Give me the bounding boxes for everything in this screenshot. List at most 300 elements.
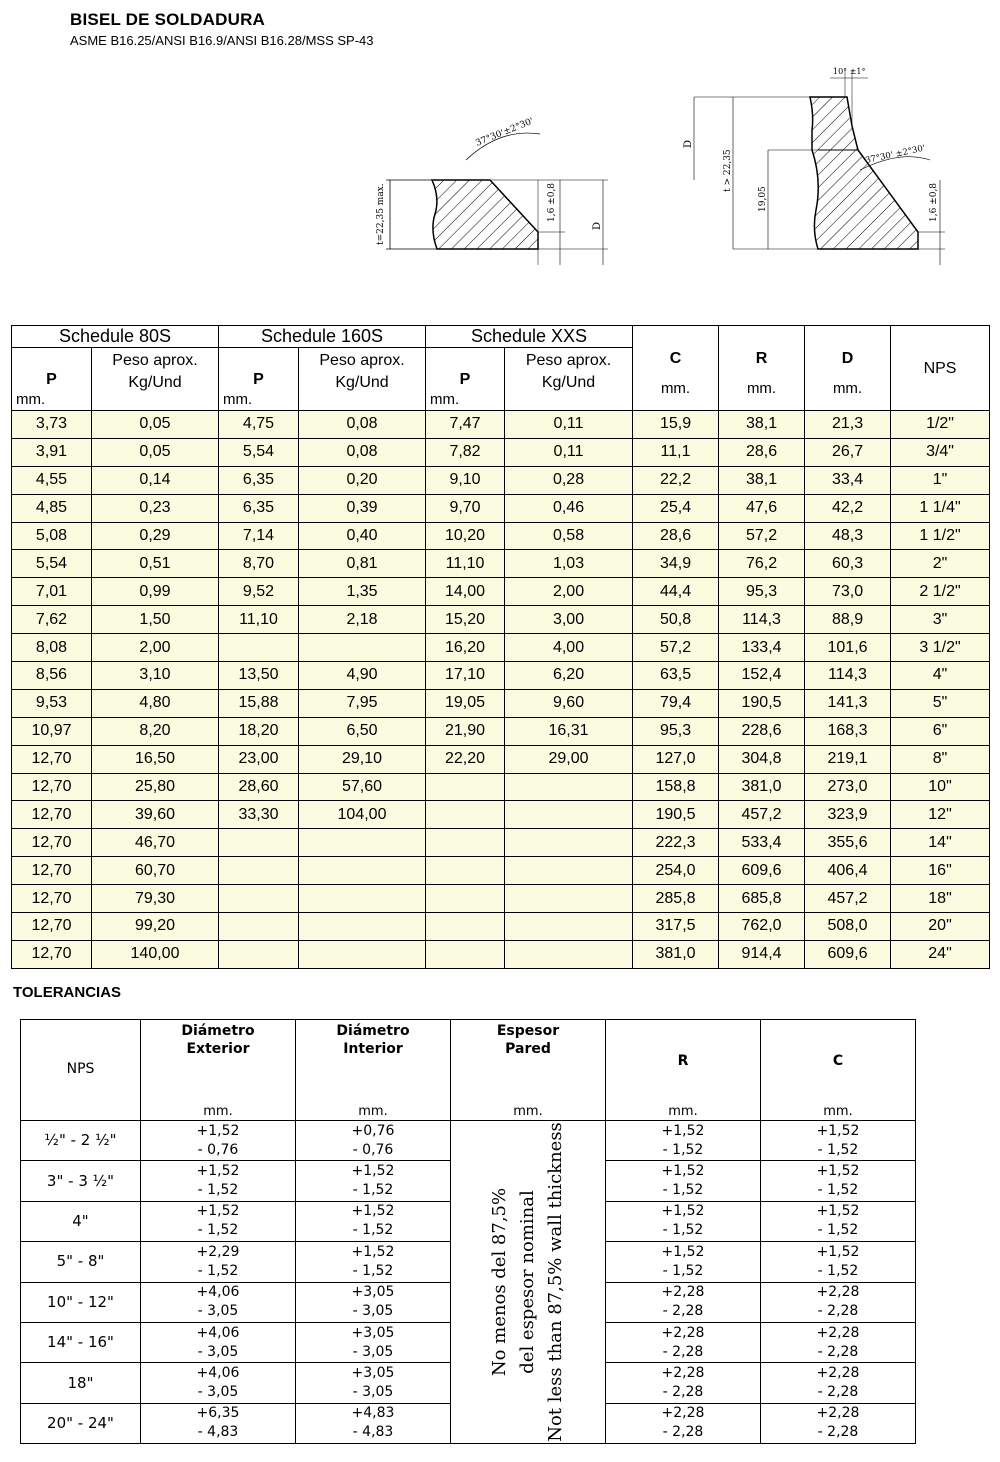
cell-c: 11,1 [633,438,719,466]
cell-p-xxs [426,913,505,941]
cell-c: 79,4 [633,689,719,717]
cell-p-160s: 5,54 [219,438,299,466]
minus-value: - 3,05 [352,1384,394,1401]
plus-value: +4,06 [196,1365,240,1382]
tolerances-table-body [21,1121,916,1444]
plus-value: +2,28 [816,1405,860,1422]
cell-nps: 24" [891,940,990,968]
minus-value: - 3,05 [197,1343,239,1360]
table-row [12,801,990,829]
group-schedule-xxs: Schedule XXS [426,326,633,348]
cell-peso-80s: 0,23 [92,494,219,522]
cell-peso-80s: 99,20 [92,913,219,941]
cell-p-xxs: 7,47 [426,411,505,439]
cell-c: 127,0 [633,745,719,773]
minus-value: - 1,52 [197,1182,239,1199]
cell-r: 381,0 [719,773,805,801]
cell-peso-xxs: 1,03 [505,550,633,578]
schedule-table-body [12,411,990,969]
cell-c: 190,5 [633,801,719,829]
tol-cell-od [141,1322,296,1362]
cell-peso-xxs: 3,00 [505,606,633,634]
cell-peso-80s: 16,50 [92,745,219,773]
tol-header-od: Diámetro Exterior mm. [141,1020,296,1121]
tol-cell-od [141,1121,296,1161]
tol-cell-od [141,1403,296,1443]
plus-value: +2,28 [661,1365,705,1382]
cell-p-xxs [426,801,505,829]
cell-p-80s: 4,85 [12,494,92,522]
cell-p-160s: 8,70 [219,550,299,578]
table-row [21,1121,916,1161]
cell-p-80s: 3,73 [12,411,92,439]
tol-cell-nps: 20" - 24" [21,1403,141,1443]
cell-p-80s: 12,70 [12,829,92,857]
minus-value: - 3,05 [197,1303,239,1320]
cell-peso-160s: 0,08 [299,438,426,466]
cell-p-160s [219,913,299,941]
cell-p-xxs: 11,10 [426,550,505,578]
tol-cell-c [761,1242,916,1282]
minus-value: - 1,52 [352,1262,394,1279]
cell-peso-160s: 0,08 [299,411,426,439]
header-nps: NPS [891,326,990,411]
cell-r: 457,2 [719,801,805,829]
cell-peso-xxs: 29,00 [505,745,633,773]
cell-peso-80s: 46,70 [92,829,219,857]
cell-peso-80s: 0,51 [92,550,219,578]
cell-p-xxs: 17,10 [426,662,505,690]
cell-p-80s: 5,08 [12,522,92,550]
cell-peso-xxs [505,885,633,913]
cell-nps: 16" [891,857,990,885]
cell-c: 57,2 [633,634,719,662]
table-row [12,662,990,690]
cell-p-xxs: 22,20 [426,745,505,773]
cell-peso-xxs [505,857,633,885]
cell-p-80s: 12,70 [12,885,92,913]
table-row [12,466,990,494]
minus-value: - 2,28 [817,1343,859,1360]
cell-r: 228,6 [719,717,805,745]
tol-cell-id [296,1121,451,1161]
cell-peso-160s [299,913,426,941]
cell-p-xxs [426,857,505,885]
cell-r: 609,6 [719,857,805,885]
group-schedule-160s: Schedule 160S [219,326,426,348]
minus-value: - 4,83 [352,1424,394,1441]
table-row [12,773,990,801]
cell-peso-xxs: 0,11 [505,438,633,466]
plus-value: +1,52 [196,1203,240,1220]
tol-cell-od [141,1363,296,1403]
cell-peso-160s: 104,00 [299,801,426,829]
cell-nps: 1" [891,466,990,494]
cell-p-160s: 33,30 [219,801,299,829]
cell-d: 88,9 [805,606,891,634]
plus-value: +0,76 [351,1122,395,1139]
table-row [12,634,990,662]
minus-value: - 4,83 [197,1424,239,1441]
cell-p-80s: 3,91 [12,438,92,466]
cell-r: 47,6 [719,494,805,522]
minus-value: - 1,52 [352,1222,394,1239]
header-p-160s: P mm. [219,348,299,411]
cell-p-80s: 8,08 [12,634,92,662]
cell-p-160s: 6,35 [219,466,299,494]
minus-value: - 1,52 [817,1182,859,1199]
group-schedule-80s: Schedule 80S [12,326,219,348]
cell-p-xxs: 15,20 [426,606,505,634]
tol-header-wall: Espesor Pared mm. [451,1020,606,1121]
plus-value: +2,28 [816,1324,860,1341]
left-land-label: 1,6 ±0,8 [547,182,557,222]
cell-peso-xxs [505,773,633,801]
cell-peso-160s: 1,35 [299,578,426,606]
tol-cell-od [141,1201,296,1241]
cell-c: 22,2 [633,466,719,494]
tol-cell-nps: ½" - 2 ½" [21,1121,141,1161]
tol-cell-id [296,1242,451,1282]
header-p-80s: P mm. [12,348,92,411]
cell-p-xxs: 10,20 [426,522,505,550]
cell-d: 355,6 [805,829,891,857]
wall-thickness-note [486,1122,570,1442]
minus-value: - 1,52 [352,1182,394,1199]
cell-r: 28,6 [719,438,805,466]
plus-value: +1,52 [196,1122,240,1139]
cell-d: 73,0 [805,578,891,606]
header-c: C mm. [633,326,719,411]
cell-r: 114,3 [719,606,805,634]
minus-value: - 2,28 [817,1384,859,1401]
cell-p-80s: 12,70 [12,940,92,968]
tol-cell-c [761,1282,916,1322]
cell-nps: 6" [891,717,990,745]
tol-cell-nps: 18" [21,1363,141,1403]
plus-value: +6,35 [196,1405,240,1422]
cell-d: 60,3 [805,550,891,578]
cell-p-80s: 12,70 [12,801,92,829]
cell-p-160s [219,829,299,857]
tol-cell-r [606,1363,761,1403]
cell-peso-160s: 0,20 [299,466,426,494]
cell-p-xxs [426,773,505,801]
cell-peso-80s: 8,20 [92,717,219,745]
cell-c: 28,6 [633,522,719,550]
cell-peso-xxs [505,940,633,968]
cell-peso-80s: 140,00 [92,940,219,968]
cell-peso-80s: 3,10 [92,662,219,690]
plus-value: +1,52 [351,1203,395,1220]
cell-peso-80s: 0,14 [92,466,219,494]
cell-d: 219,1 [805,745,891,773]
minus-value: - 1,52 [817,1141,859,1158]
plus-value: +2,28 [661,1405,705,1422]
cell-peso-160s [299,634,426,662]
header-r: R mm. [719,326,805,411]
page-subtitle: ASME B16.25/ANSI B16.9/ANSI B16.28/MSS SP-43 [70,33,374,48]
tol-cell-c [761,1121,916,1161]
plus-value: +2,28 [661,1284,705,1301]
cell-p-xxs: 14,00 [426,578,505,606]
cell-peso-160s: 2,18 [299,606,426,634]
tol-cell-r [606,1322,761,1362]
right-height-label: 19,05 [758,186,768,212]
cell-d: 609,6 [805,940,891,968]
cell-r: 762,0 [719,913,805,941]
cell-peso-80s: 0,05 [92,411,219,439]
cell-p-xxs: 16,20 [426,634,505,662]
tol-cell-nps: 10" - 12" [21,1282,141,1322]
cell-p-80s: 10,97 [12,717,92,745]
cell-c: 44,4 [633,578,719,606]
tol-cell-c [761,1201,916,1241]
cell-p-160s: 13,50 [219,662,299,690]
cell-peso-xxs: 0,28 [505,466,633,494]
cell-c: 222,3 [633,829,719,857]
left-thickness-label: t=22,35 max. [376,183,386,245]
cell-peso-160s: 7,95 [299,689,426,717]
cell-p-160s: 23,00 [219,745,299,773]
plus-value: +1,52 [661,1163,705,1180]
plus-value: +4,83 [351,1405,395,1422]
cell-nps: 20" [891,913,990,941]
cell-nps: 10" [891,773,990,801]
cell-d: 48,3 [805,522,891,550]
cell-peso-160s: 6,50 [299,717,426,745]
cell-peso-80s: 2,00 [92,634,219,662]
header-peso-80s: Peso aprox. Kg/Und [92,348,219,411]
tol-cell-r [606,1201,761,1241]
plus-value: +1,52 [816,1122,860,1139]
cell-c: 317,5 [633,913,719,941]
page-title: BISEL DE SOLDADURA [70,10,266,29]
right-top-angle-label: 10° ±1° [833,67,866,76]
cell-p-xxs [426,940,505,968]
cell-nps: 8" [891,745,990,773]
minus-value: - 1,52 [197,1262,239,1279]
header-peso-160s: Peso aprox. Kg/Und [299,348,426,411]
cell-peso-160s: 4,90 [299,662,426,690]
minus-value: - 2,28 [662,1424,704,1441]
plus-value: +1,52 [196,1163,240,1180]
minus-value: - 2,28 [662,1343,704,1360]
plus-value: +3,05 [351,1365,395,1382]
tol-cell-r [606,1242,761,1282]
cell-p-160s: 18,20 [219,717,299,745]
cell-p-xxs: 21,90 [426,717,505,745]
plus-value: +1,52 [816,1243,860,1260]
right-bevel-drawing [683,67,945,265]
cell-peso-xxs [505,913,633,941]
tol-cell-r [606,1403,761,1443]
plus-value: +4,06 [196,1284,240,1301]
cell-nps: 4" [891,662,990,690]
table-row [12,829,990,857]
cell-r: 190,5 [719,689,805,717]
cell-nps: 1 1/4" [891,494,990,522]
tol-cell-c [761,1322,916,1362]
cell-nps: 1/2" [891,411,990,439]
tol-cell-c [761,1161,916,1201]
table-row [12,857,990,885]
wall-note-line: No menos del 87,5% [489,1187,510,1377]
cell-p-80s: 7,62 [12,606,92,634]
minus-value: - 1,52 [662,1141,704,1158]
cell-p-160s: 6,35 [219,494,299,522]
cell-r: 38,1 [719,411,805,439]
cell-r: 57,2 [719,522,805,550]
tol-cell-r [606,1161,761,1201]
cell-p-xxs [426,885,505,913]
cell-p-80s: 12,70 [12,745,92,773]
cell-p-80s: 5,54 [12,550,92,578]
right-d-label: D [683,139,694,148]
cell-c: 381,0 [633,940,719,968]
tol-header-nps: NPS [21,1020,141,1121]
minus-value: - 1,52 [817,1262,859,1279]
cell-nps: 3 1/2" [891,634,990,662]
tol-cell-nps: 3" - 3 ½" [21,1161,141,1201]
left-angle-label: 37°30'±2°30' [474,116,536,149]
cell-c: 285,8 [633,885,719,913]
cell-nps: 14" [891,829,990,857]
cell-d: 168,3 [805,717,891,745]
cell-peso-80s: 1,50 [92,606,219,634]
cell-peso-xxs: 0,58 [505,522,633,550]
tol-header-c: C mm. [761,1020,916,1121]
cell-peso-160s [299,940,426,968]
cell-peso-xxs [505,829,633,857]
cell-p-80s: 8,56 [12,662,92,690]
tol-cell-od [141,1161,296,1201]
cell-d: 457,2 [805,885,891,913]
tol-cell-id [296,1201,451,1241]
right-thickness-label: t > 22,35 [723,149,733,192]
cell-p-80s: 12,70 [12,913,92,941]
minus-value: - 1,52 [662,1262,704,1279]
table-row [12,885,990,913]
cell-d: 26,7 [805,438,891,466]
cell-r: 304,8 [719,745,805,773]
left-d-label: D [592,221,603,230]
cell-p-xxs: 9,70 [426,494,505,522]
cell-p-xxs [426,829,505,857]
cell-r: 38,1 [719,466,805,494]
minus-value: - 2,28 [817,1424,859,1441]
tol-cell-r [606,1282,761,1322]
minus-value: - 1,52 [817,1222,859,1239]
cell-nps: 1 1/2" [891,522,990,550]
plus-value: +1,52 [661,1122,705,1139]
cell-peso-xxs: 0,46 [505,494,633,522]
cell-nps: 12" [891,801,990,829]
plus-value: +4,06 [196,1324,240,1341]
tol-cell-c [761,1363,916,1403]
header-d: D mm. [805,326,891,411]
cell-c: 158,8 [633,773,719,801]
cell-d: 114,3 [805,662,891,690]
cell-peso-80s: 0,29 [92,522,219,550]
minus-value: - 3,05 [352,1343,394,1360]
cell-peso-80s: 79,30 [92,885,219,913]
cell-d: 33,4 [805,466,891,494]
minus-value: - 1,52 [197,1222,239,1239]
plus-value: +1,52 [816,1203,860,1220]
cell-r: 133,4 [719,634,805,662]
cell-peso-xxs: 0,11 [505,411,633,439]
cell-nps: 2 1/2" [891,578,990,606]
cell-peso-xxs: 2,00 [505,578,633,606]
cell-peso-xxs: 6,20 [505,662,633,690]
tol-cell-od [141,1242,296,1282]
tol-cell-nps: 5" - 8" [21,1242,141,1282]
tol-header-id: Diámetro Interior mm. [296,1020,451,1121]
tol-cell-id [296,1363,451,1403]
plus-value: +3,05 [351,1324,395,1341]
table-row [12,606,990,634]
bevel-diagram [360,60,960,270]
cell-p-160s: 4,75 [219,411,299,439]
plus-value: +2,28 [816,1365,860,1382]
cell-peso-160s: 0,81 [299,550,426,578]
cell-peso-160s: 0,39 [299,494,426,522]
tol-cell-r [606,1121,761,1161]
left-bevel-drawing [376,116,608,265]
plus-value: +2,29 [196,1243,240,1260]
cell-p-80s: 7,01 [12,578,92,606]
cell-peso-160s [299,885,426,913]
cell-c: 15,9 [633,411,719,439]
cell-p-160s [219,634,299,662]
cell-c: 254,0 [633,857,719,885]
minus-value: - 1,52 [662,1182,704,1199]
minus-value: - 0,76 [352,1141,394,1158]
cell-r: 152,4 [719,662,805,690]
table-row [12,411,990,439]
table-row [12,745,990,773]
cell-p-160s [219,940,299,968]
cell-p-160s [219,857,299,885]
cell-peso-xxs: 9,60 [505,689,633,717]
minus-value: - 2,28 [662,1384,704,1401]
tol-cell-id [296,1322,451,1362]
cell-peso-xxs [505,801,633,829]
cell-p-160s: 7,14 [219,522,299,550]
minus-value: - 2,28 [817,1303,859,1320]
tol-header-r: R mm. [606,1020,761,1121]
table-row [12,689,990,717]
plus-value: +3,05 [351,1284,395,1301]
plus-value: +1,52 [661,1203,705,1220]
cell-peso-xxs: 16,31 [505,717,633,745]
tol-cell-id [296,1161,451,1201]
cell-peso-80s: 60,70 [92,857,219,885]
cell-p-80s: 12,70 [12,857,92,885]
cell-nps: 2" [891,550,990,578]
minus-value: - 3,05 [197,1384,239,1401]
header-p-xxs: P mm. [426,348,505,411]
tolerances-table [20,1019,916,1444]
wall-note-line: del espesor nominal [517,1190,538,1374]
cell-d: 406,4 [805,857,891,885]
cell-p-160s: 9,52 [219,578,299,606]
schedule-table [11,325,990,969]
table-row [12,940,990,968]
tolerances-title: TOLERANCIAS [13,984,122,1001]
header-peso-xxs: Peso aprox. Kg/Und [505,348,633,411]
